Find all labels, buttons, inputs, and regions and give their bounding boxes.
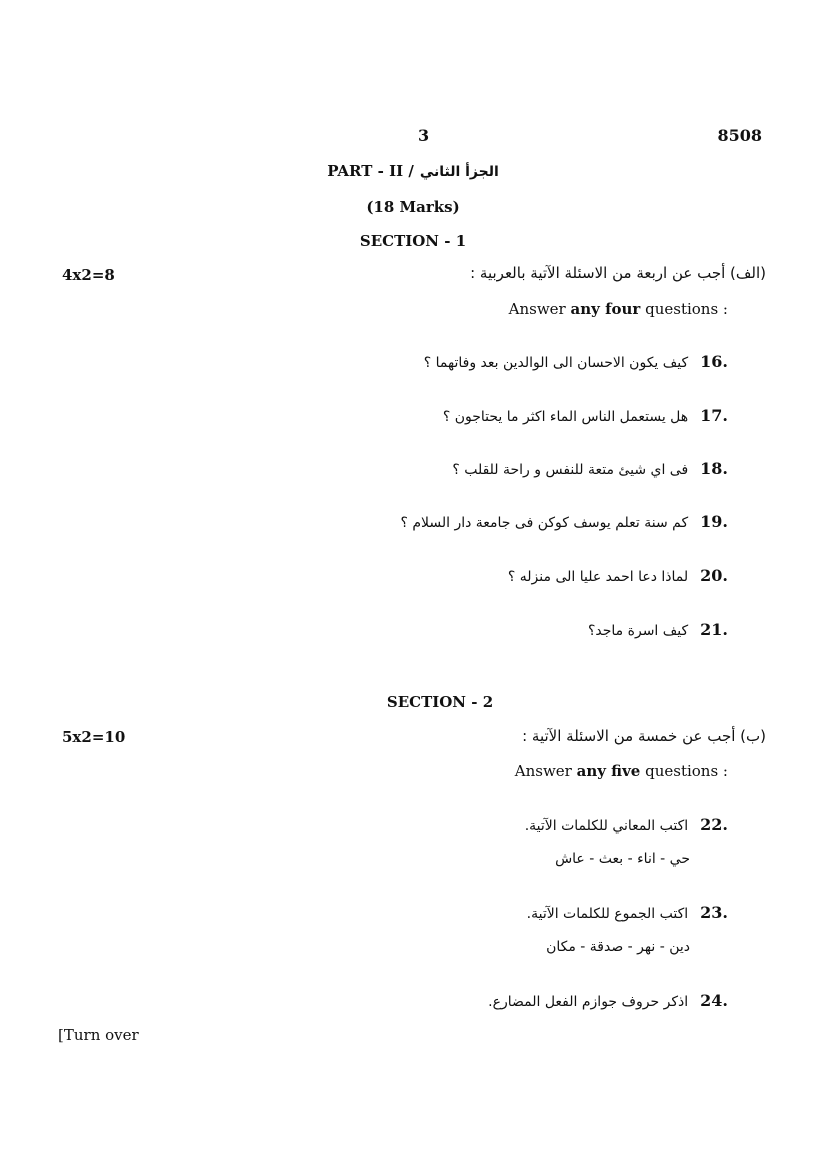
- turn-over-note: [Turn over: [58, 1026, 139, 1044]
- question-text: لماذا دعا احمد عليا الى منزله ؟: [507, 569, 689, 585]
- question-19: [400, 512, 728, 531]
- question-22-words: حي - اناء - بعث - عاش: [555, 851, 690, 867]
- question-number: 23.: [700, 903, 728, 922]
- section-2-marks: 5x2=10: [62, 728, 126, 746]
- question-number: 16.: [700, 352, 728, 371]
- question-24: [488, 991, 728, 1010]
- question-18: [452, 459, 728, 478]
- section-2-title: SECTION - 2: [386, 693, 494, 711]
- question-text: فى اي شيئ متعة للنفس و راحة للقلب ؟: [452, 462, 689, 478]
- section-1-instruction-en: [509, 300, 728, 318]
- section-1-instruction-ar: (الف) أجب عن اربعة من الاسئلة الآتية بالعربية :: [470, 264, 766, 282]
- question-20: [508, 566, 728, 585]
- section-2-instruction-en: [515, 762, 728, 780]
- section-1-marks: 4x2=8: [62, 266, 115, 284]
- part-title-ar: الجزأ الثاني: [419, 164, 499, 180]
- question-number: 24.: [700, 991, 728, 1010]
- question-number: 21.: [700, 620, 728, 639]
- question-22: [525, 815, 728, 834]
- instruction-text: Answer: [508, 300, 571, 318]
- paper-code: 8508: [717, 126, 762, 145]
- question-number: 18.: [700, 459, 728, 478]
- question-21: [588, 620, 728, 639]
- instruction-text: questions :: [640, 300, 728, 318]
- question-text: اكتب المعاني للكلمات الآتية.: [524, 818, 689, 834]
- question-16: [424, 352, 728, 371]
- question-text: هل يستعمل الناس الماء اكثر ما يحتاجون ؟: [442, 409, 689, 425]
- question-number: 19.: [700, 512, 728, 531]
- question-23: [527, 903, 728, 922]
- instruction-text: Answer: [514, 762, 577, 780]
- section-1-title: SECTION - 1: [359, 232, 467, 250]
- instruction-emphasis: any four: [570, 300, 641, 318]
- instruction-text: questions :: [640, 762, 728, 780]
- section-2-instruction-ar: (ب) أجب عن خمسة من الاسئلة الآتية :: [522, 727, 766, 745]
- instruction-emphasis: any five: [576, 762, 641, 780]
- question-number: 20.: [700, 566, 728, 585]
- page-number: 3: [418, 126, 430, 145]
- question-text: كيف يكون الاحسان الى الوالدين بعد وفاتهما ؟: [423, 355, 689, 371]
- part-title: [327, 162, 499, 180]
- question-text: اذكر حروف جوازم الفعل المضارع.: [488, 994, 689, 1010]
- question-17: [443, 406, 728, 425]
- question-text: كيف اسرة ماجد؟: [587, 623, 689, 639]
- question-23-words: دين - نهر - صدقة - مكان: [546, 939, 690, 955]
- part-title-en: PART - II /: [327, 162, 414, 180]
- question-text: كم سنة تعلم يوسف كوكن فى جامعة دار السلام ؟: [400, 515, 689, 531]
- question-number: 22.: [700, 815, 728, 834]
- part-marks: (18 Marks): [366, 198, 460, 216]
- question-number: 17.: [700, 406, 728, 425]
- question-text: اكتب الجموع للكلمات الآتية.: [526, 906, 689, 922]
